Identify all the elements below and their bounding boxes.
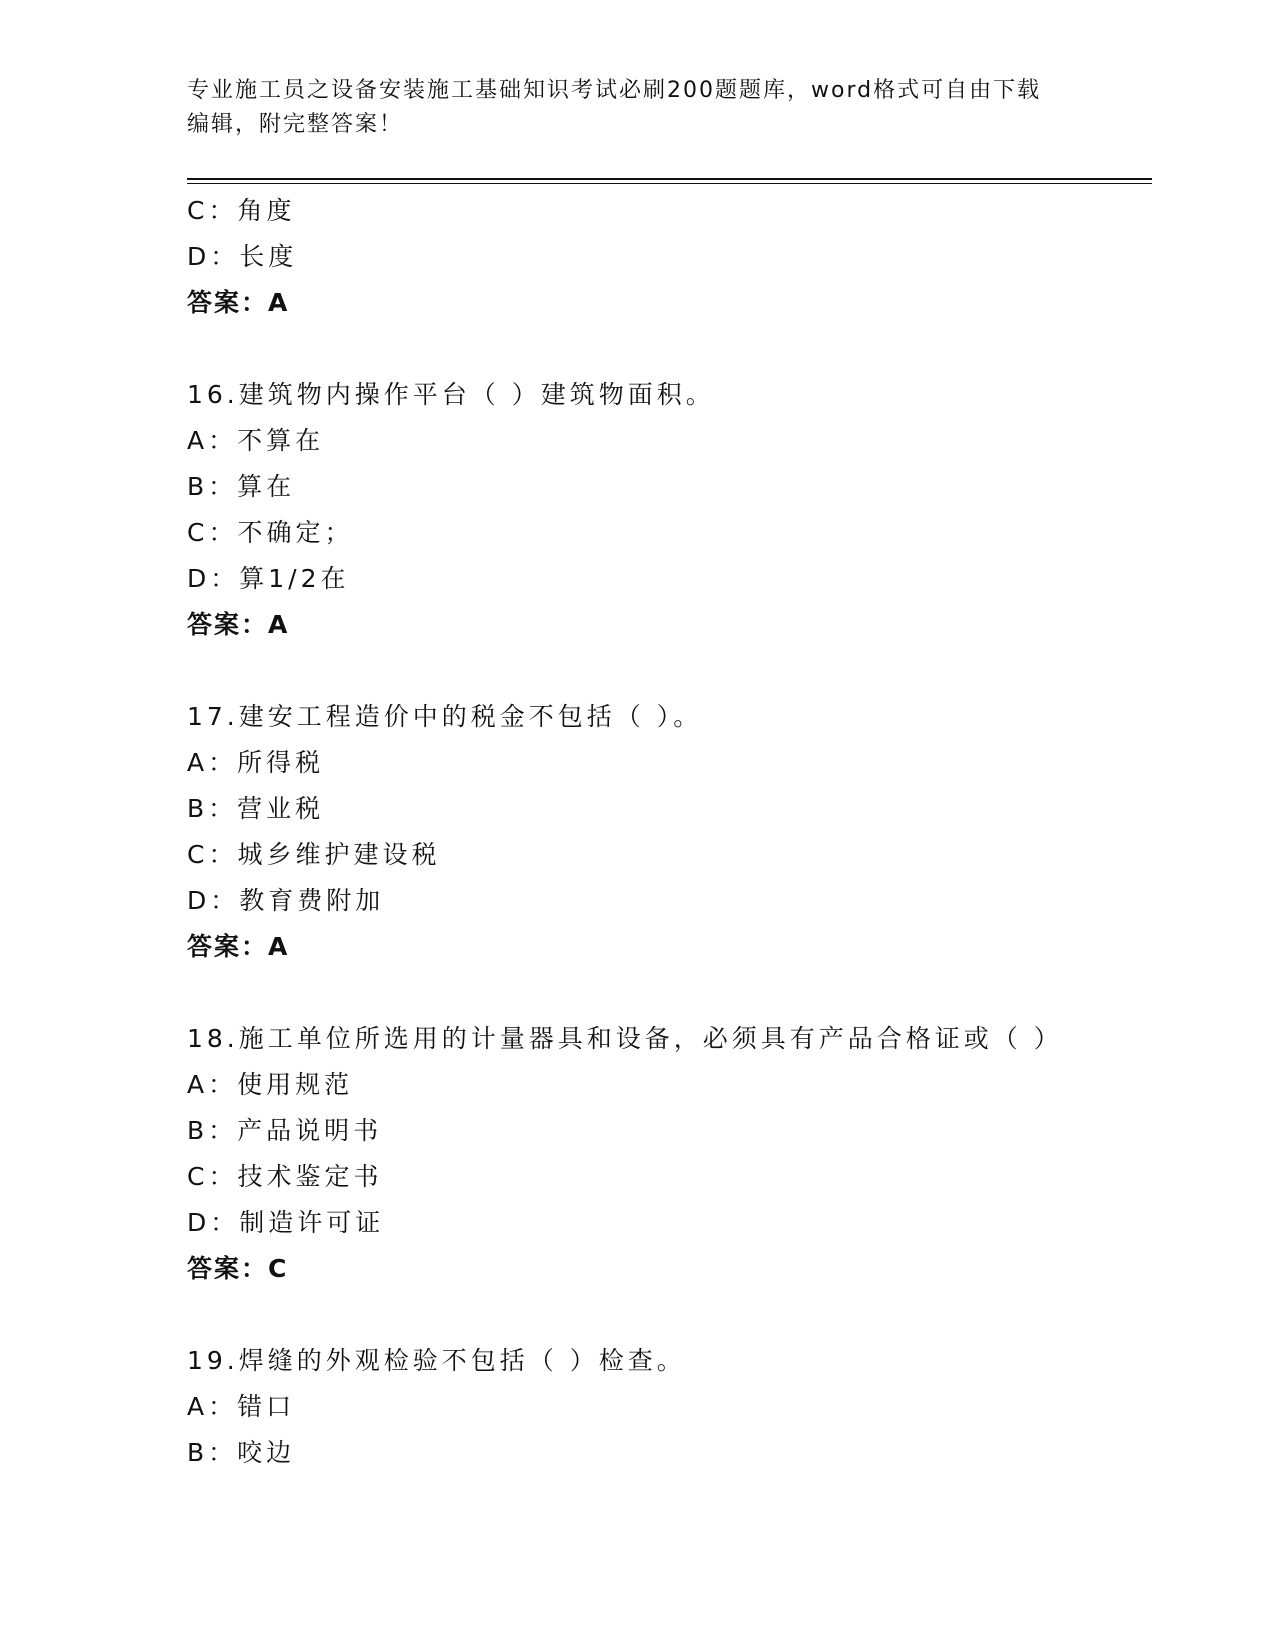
- option-b: B：营业税: [187, 794, 325, 823]
- header-divider-thin: [187, 183, 1152, 184]
- question-stem: 17.建安工程造价中的税金不包括（ ）。: [187, 702, 703, 731]
- question-stem: 18.施工单位所选用的计量器具和设备，必须具有产品合格证或（ ）: [187, 1024, 1063, 1053]
- option-c: C：城乡维护建设税: [187, 840, 441, 869]
- option-d: D：算1/2在: [187, 564, 350, 593]
- option-d: D：长度: [187, 242, 298, 271]
- question-18: [187, 1016, 1147, 1292]
- option-a: A：不算在: [187, 426, 325, 455]
- option-a: A：使用规范: [187, 1070, 354, 1099]
- option-a: A：错口: [187, 1392, 296, 1421]
- option-d: D：制造许可证: [187, 1208, 385, 1237]
- question-16: [187, 372, 1147, 648]
- option-c: C：技术鉴定书: [187, 1162, 383, 1191]
- question-stem: 19.焊缝的外观检验不包括（ ）检查。: [187, 1346, 686, 1375]
- header-divider-thick: [187, 178, 1152, 180]
- option-b: B：算在: [187, 472, 296, 501]
- question-content: [187, 188, 1147, 1476]
- carryover-question: [187, 188, 1147, 326]
- answer: 答案：C: [187, 1254, 289, 1283]
- question-17: [187, 694, 1147, 970]
- document-header: [187, 74, 1067, 142]
- header-line-2: 编辑，附完整答案！: [187, 112, 404, 137]
- option-c: C：不确定；: [187, 518, 354, 547]
- header-line-1: 专业施工员之设备安装施工基础知识考试必刷200题题库，word格式可自由下载: [187, 78, 1042, 103]
- option-a: A：所得税: [187, 748, 325, 777]
- answer: 答案：A: [187, 288, 290, 317]
- option-b: B：产品说明书: [187, 1116, 383, 1145]
- option-b: B：咬边: [187, 1438, 296, 1467]
- answer: 答案：A: [187, 610, 290, 639]
- question-19: [187, 1338, 1147, 1476]
- option-d: D：教育费附加: [187, 886, 385, 915]
- option-c: C：角度: [187, 196, 296, 225]
- answer: 答案：A: [187, 932, 290, 961]
- question-stem: 16.建筑物内操作平台（ ）建筑物面积。: [187, 380, 715, 409]
